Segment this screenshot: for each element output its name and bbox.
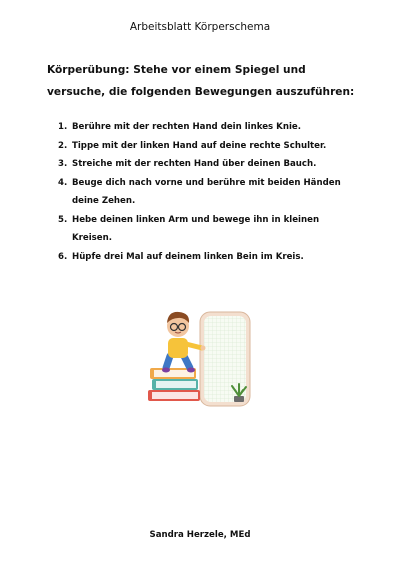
list-item-text: Beuge dich nach vorne und berühre mit beiden Händen deine Zehen. bbox=[72, 177, 341, 206]
list-item-number: 5. bbox=[58, 214, 68, 225]
page-title: Arbeitsblatt Körperschema bbox=[129, 21, 271, 33]
illustration-svg bbox=[144, 306, 256, 410]
intro-paragraph bbox=[47, 59, 367, 103]
boy-shoe-left bbox=[162, 368, 170, 373]
list-item-text: Tippe mit der linken Hand auf deine rechte Schulter. bbox=[72, 140, 327, 151]
list-item-number: 1. bbox=[58, 122, 68, 132]
list-item-number: 3. bbox=[58, 159, 68, 169]
list-item-text: Hebe deinen linken Arm und bewege ihn in kleinen Kreisen. bbox=[72, 214, 320, 243]
list-item-number: 6. bbox=[58, 251, 68, 262]
book-middle-pages bbox=[156, 381, 196, 388]
list-item bbox=[58, 155, 358, 174]
list-item bbox=[58, 118, 358, 137]
boy-shirt bbox=[168, 338, 188, 358]
list-item-number: 4. bbox=[58, 177, 68, 188]
author-name: Sandra Herzele, MEd bbox=[149, 530, 251, 540]
list-item bbox=[58, 248, 358, 267]
boy-shoe-right bbox=[187, 368, 195, 373]
intro-text: Stehe vor einem Spiegel und versuche, die folgenden Bewegungen auszuführen: bbox=[47, 64, 355, 98]
task-list bbox=[58, 118, 358, 266]
list-item-number: 2. bbox=[58, 140, 68, 151]
list-item bbox=[58, 174, 358, 211]
boy-hand bbox=[201, 346, 206, 351]
list-item-text: Berühre mit der rechten Hand dein linkes Knie. bbox=[72, 122, 301, 132]
list-item-text: Streiche mit der rechten Hand über deinen Bauch. bbox=[72, 159, 317, 169]
list-item-text: Hüpfe drei Mal auf deinem linken Bein im Kreis. bbox=[72, 251, 304, 262]
book-bottom-pages bbox=[152, 392, 198, 399]
boy-on-books-with-notepad-icon bbox=[144, 306, 256, 410]
list-item bbox=[58, 137, 358, 156]
list-item bbox=[58, 211, 358, 248]
intro-lead: Körperübung: bbox=[47, 64, 130, 76]
